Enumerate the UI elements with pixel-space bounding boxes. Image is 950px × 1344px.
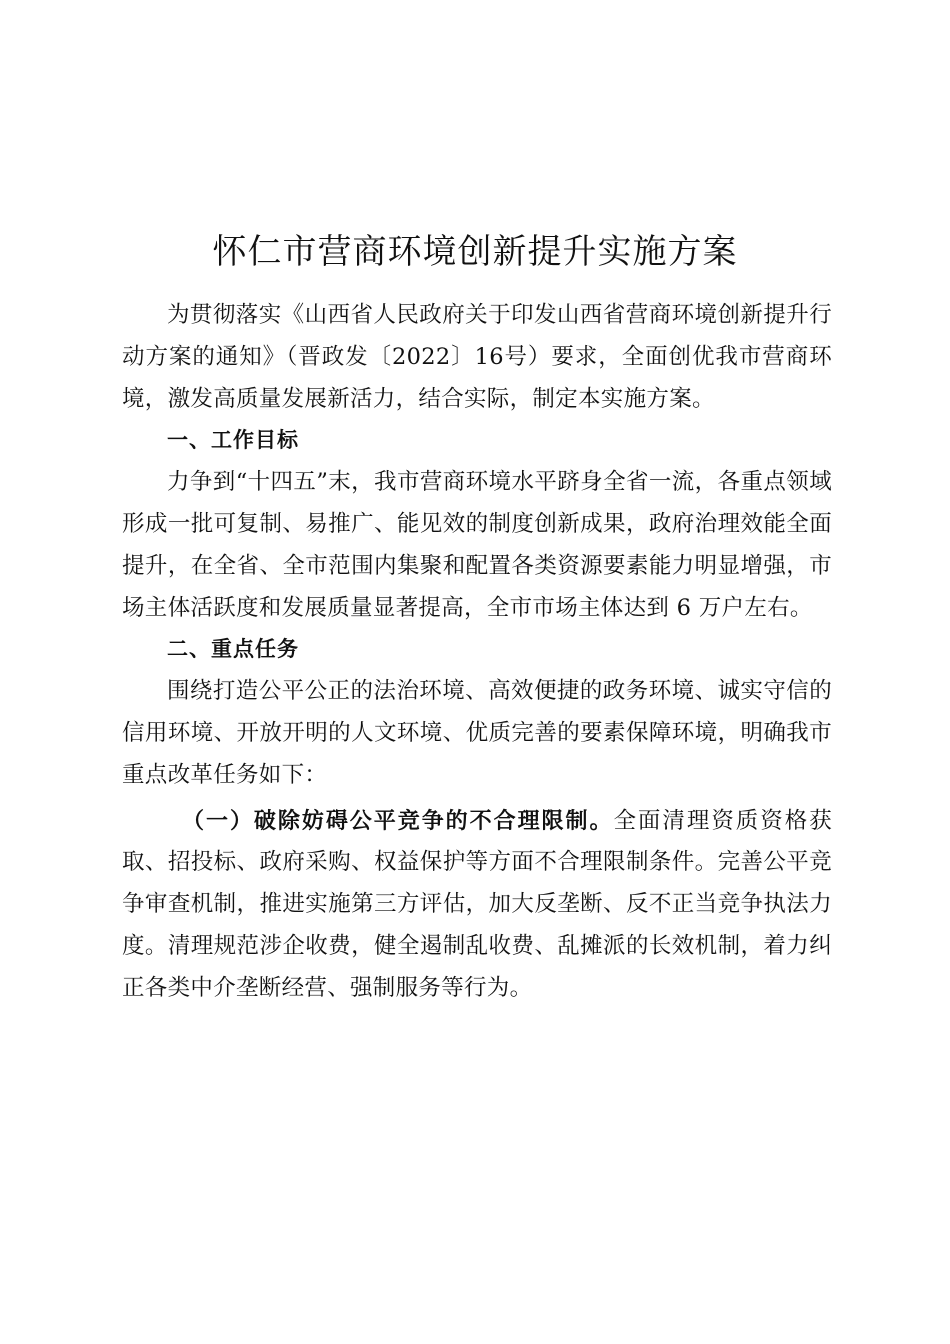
intro-paragraph: 为贯彻落实《山西省人民政府关于印发山西省营商环境创新提升行动方案的通知》（晋政发〔2022〕16号）要求，全面创优我市营商环境，激发高质量发展新活力，结合实际，制定本实施方案。 <box>122 302 832 412</box>
section-heading-goals: 一、工作目标 <box>167 428 299 453</box>
goals-paragraph: 力争到“十四五”末，我市营商环境水平跻身全省一流，各重点领域形成一批可复制、易推广、能见效的制度创新成果，政府治理效能全面提升，在全省、全市范围内集聚和配置各类资源要素能力明显增强，市场主体活跃度和发展质量显著提高，全市市场主体达到 6 万户左右。 <box>122 469 832 621</box>
task-item-1-lead: （一）破除妨碍公平竞争的不合理限制。 <box>182 808 614 834</box>
task-item-1-text: 全面清理资质资格获取、招投标、政府采购、权益保护等方面不合理限制条件。完善公平竞争审查机制，推进实施第三方评估，加大反垄断、反不正当竞争执法力度。清理规范涉企收费，健全遏制乱收费、乱摊派的长效机制，着力纠正各类中介垄断经营、强制服务等行为。 <box>122 807 833 1001</box>
document-body <box>122 295 832 1010</box>
section-heading-tasks: 二、重点任务 <box>167 637 299 662</box>
document-title: 怀仁市营商环境创新提升实施方案 <box>212 231 738 272</box>
tasks-paragraph: 围绕打造公平公正的法治环境、高效便捷的政务环境、诚实守信的信用环境、开放开明的人文环境、优质完善的要素保障环境，明确我市重点改革任务如下： <box>122 678 832 788</box>
task-item-1 <box>122 801 832 1010</box>
